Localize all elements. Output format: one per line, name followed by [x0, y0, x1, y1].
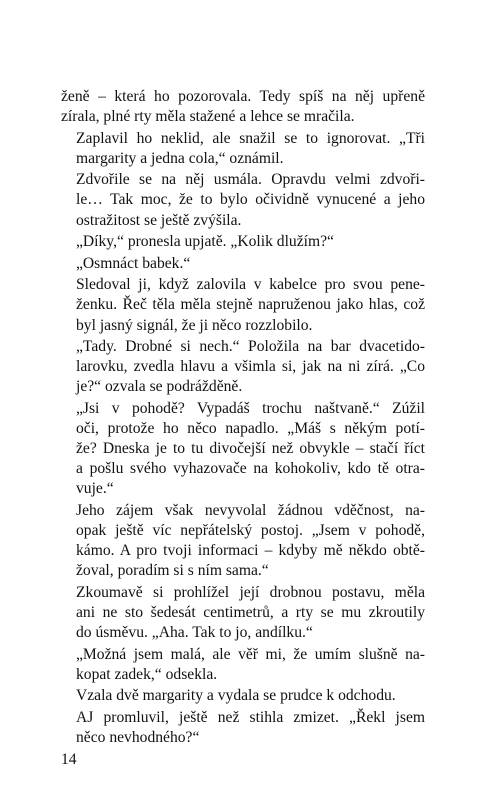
paragraph — [61, 645, 425, 685]
text-line: AJ promluvil, ještě než stihla zmizet. „Řekl jsem — [76, 708, 425, 726]
text-line: ženku. Řeč těla měla stejně napruženou jako hlas, což — [76, 296, 425, 314]
paragraph — [61, 87, 425, 127]
text-line: oči, protože ho něco napadlo. „Máš s někým potí- — [76, 420, 425, 437]
text-line: ani ne sto šedesát centimetrů, a rty se mu zkroutily — [76, 603, 425, 621]
text-line: něco nevhodného?“ — [76, 728, 200, 746]
paragraph — [61, 170, 425, 230]
paragraph — [61, 275, 425, 335]
paragraph — [61, 129, 425, 169]
text-line: a pošlu svého vyhazovače na kohokoliv, kdo tě otra- — [76, 460, 425, 478]
text-line: byl jasný signál, že ji něco rozzlobilo. — [76, 316, 313, 334]
text-line: „Díky,“ pronesla upjatě. „Kolik dlužím?“ — [76, 233, 334, 251]
paragraph — [61, 337, 425, 397]
text-line: ženě – která ho pozorovala. Tedy spíš na něj upřeně — [61, 88, 425, 105]
body-text — [61, 87, 425, 750]
text-line: Vzala dvě margarity a vydala se prudce k odchodu. — [76, 687, 396, 705]
text-line: opak ještě víc nepřátelský postoj. „Jsem v pohodě, — [76, 521, 425, 539]
text-line: larovku, zvedla hlavu a všimla si, jak na ni zírá. „Co — [76, 358, 425, 376]
paragraph — [61, 686, 425, 706]
paragraph — [61, 583, 425, 643]
text-line: Zdvořile se na něj usmála. Opravdu velmi zdvoři- — [76, 171, 425, 189]
text-line: Zkoumavě si prohlížel její drobnou postavu, měla — [76, 583, 425, 601]
text-line: kopat zadek,“ odsekla. — [76, 665, 218, 683]
text-line: žoval, poradím si s ním sama.“ — [76, 562, 269, 580]
text-line: vuje.“ — [76, 480, 114, 498]
paragraph — [61, 708, 425, 748]
text-line: le… Tak moc, že to bylo očividně vynucené a jeho — [76, 191, 425, 209]
text-line: „Osmnáct babek.“ — [76, 254, 191, 272]
page-number: 14 — [61, 751, 77, 768]
text-line: do úsměvu. „Aha. Tak to jo, andílku.“ — [76, 623, 313, 641]
text-line: kámo. A pro tvoji informaci – kdyby mě někdo obtě- — [76, 542, 425, 560]
paragraph — [61, 254, 425, 274]
text-line: margarity a jedna cola,“ oznámil. — [76, 149, 284, 167]
text-line: Jeho zájem však nevyvolal žádnou vděčnost, na- — [76, 501, 425, 519]
text-line: že? Dneska je to tu divočejší než obvykle – stačí říct — [76, 440, 425, 458]
paragraph — [61, 501, 425, 581]
text-line: ostražitost se ještě zvýšila. — [76, 211, 242, 229]
text-line: zírala, plné rty měla stažené a lehce se mračila. — [61, 108, 355, 126]
text-line: Sledoval ji, když zalovila v kabelce pro svou pene- — [76, 276, 425, 294]
paragraph — [61, 399, 425, 499]
text-line: Zaplavil ho neklid, ale snažil se to ignorovat. „Tři — [76, 129, 425, 147]
text-line: je?“ ozvala se podrážděně. — [76, 378, 243, 396]
text-line: „Jsi v pohodě? Vypadáš trochu naštvaně.“ Zúžil — [76, 399, 425, 417]
paragraph — [61, 232, 425, 252]
text-line: „Možná jsem malá, ale věř mi, že umím slušně na- — [76, 645, 425, 663]
text-line: „Tady. Drobné si nech.“ Položila na bar dvacetido- — [76, 338, 425, 356]
